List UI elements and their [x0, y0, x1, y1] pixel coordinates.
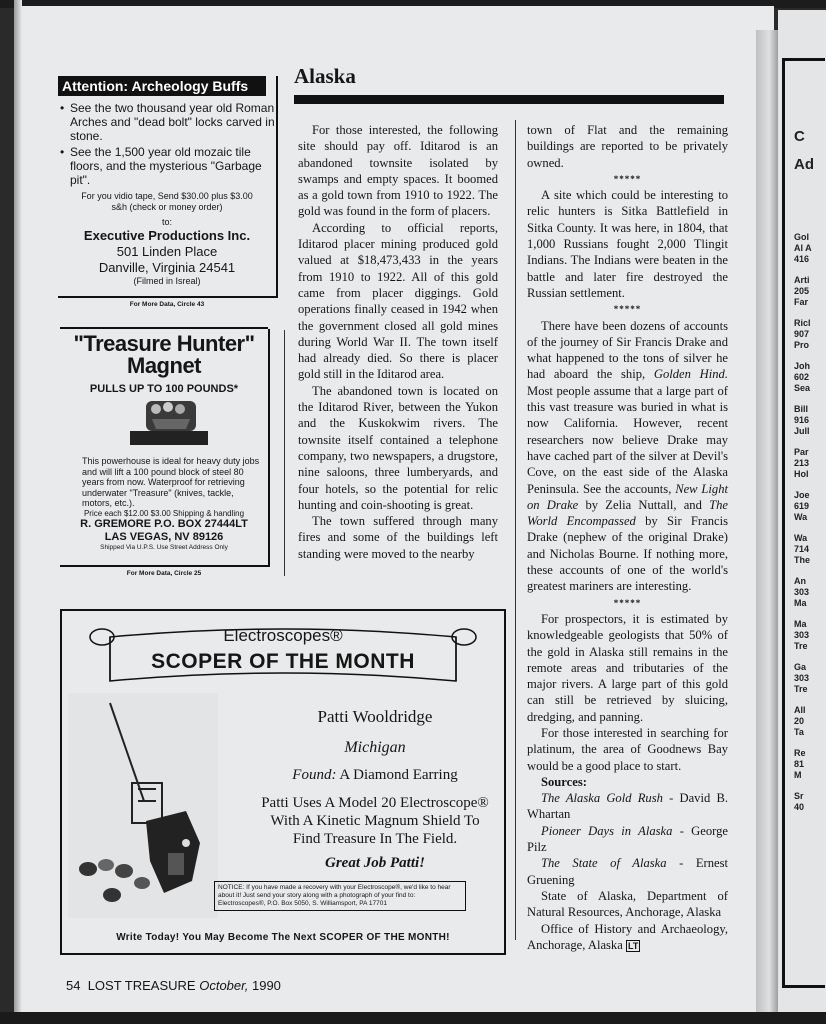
adjacent-page-fragment: 714	[794, 544, 810, 554]
article-paragraph: For those interested in searching for platinum, the area of Goodnews Bay would be a good place to start.	[527, 725, 728, 773]
winner-name: Patti Wooldridge	[317, 707, 433, 726]
notice-box: NOTICE: If you have made a recovery with your Electroscope®, we'd like to hear about it! Just send your story along with a photograph of your find to: Electroscopes®, P.O. Box 5050, S. Williamsport, PA 17701	[214, 881, 466, 911]
source-entry: The Alaska Gold Rush - David B. Whartan	[527, 791, 729, 822]
adjacent-page-fragment: All	[794, 705, 806, 715]
adjacent-page-fragment: 602	[794, 372, 810, 382]
adjacent-page-fragment: Al A	[794, 243, 812, 253]
magnet-ad-address-line-1: R. GREMORE P.O. BOX 27444LT	[80, 517, 248, 530]
article-paragraph: The abandoned town is located on the Iditarod River, between the Yukon and the Kuskokwim rivers. The townsite itself contained a telephone company, two newspapers, a drugstore, nine saloons, three lumberyards, and four hotels, so the potential for relic hunting and coin-shooting is great.	[298, 383, 498, 512]
article-title: Alaska	[294, 64, 356, 88]
metal-detector-photo	[68, 693, 218, 918]
article-column-2	[527, 122, 728, 954]
adjacent-page-fragment: 619	[794, 501, 810, 511]
archeology-ad-offer: For you vidio tape, Send $30.00 plus $3.00 s&h (check or money order)	[81, 191, 253, 212]
magnet-ad	[60, 329, 270, 567]
adjacent-page-fragment: 20	[794, 716, 805, 726]
magnet-ad-circle-note: For More Data, Circle 25	[126, 570, 202, 577]
archeology-ad-city: Danville, Virginia 24541	[98, 260, 236, 275]
archeology-ad-bullets	[58, 101, 276, 187]
magnet-ad-title: "Treasure Hunter" Magnet	[73, 331, 255, 378]
adjacent-page-fragment: M	[794, 770, 802, 780]
page-edge-shadow	[14, 0, 22, 1024]
section-break-stars: *****	[613, 173, 642, 184]
magnet-ad-subtitle: PULLS UP TO 100 POUNDS*	[89, 383, 239, 395]
model-line: Find Treasure In The Field.	[292, 831, 458, 847]
adjacent-page-fragment: 416	[794, 254, 810, 264]
adjacent-page-fragment: 40	[794, 802, 805, 812]
article-paragraph: For those interested, the following site should pay off. Iditarod is an abandoned townsite isolated by swamps and empty spaces. It boomed as a gold town from 1910 to 1922. The gold was found in the form of placers.	[298, 123, 498, 219]
adjacent-page-fragment: Ga	[794, 662, 807, 672]
adjacent-page-fragment: Far	[794, 297, 809, 307]
scan-bottom-edge	[0, 1012, 826, 1024]
adjacent-page-fragment: 205	[794, 286, 810, 296]
archeology-ad-to: to:	[161, 217, 172, 227]
adjacent-page-fragment: Ma	[794, 598, 807, 608]
source-entry: Pioneer Days in Alaska - George Pilz	[527, 823, 728, 855]
model-line: Patti Uses A Model 20 Electroscope®	[261, 795, 489, 811]
praise-line: Great Job Patti!	[325, 855, 425, 871]
adjacent-page-fragment: 303	[794, 587, 810, 597]
adjacent-page-fragment: Joe	[794, 490, 810, 500]
winner-state: Michigan	[344, 739, 406, 756]
adjacent-page-fragment: Pro	[794, 340, 810, 350]
adjacent-page-fragment: Re	[794, 748, 806, 758]
archeology-ad-street: 501 Linden Place	[116, 244, 218, 259]
article-paragraph: town of Flat and the remaining buildings are reported to be privately owned.	[527, 123, 728, 170]
adjacent-page-fragment: Arti	[794, 275, 810, 285]
column-divider	[515, 120, 516, 940]
end-mark: LT	[627, 940, 639, 951]
archeology-ad-heading: Attention: Archeology Buffs	[58, 76, 266, 96]
article-column-1	[298, 122, 498, 562]
ship-name: Golden Hind.	[653, 367, 728, 382]
archeology-ad-company: Executive Productions Inc.	[83, 228, 251, 243]
column-divider	[284, 330, 285, 576]
archeology-ad	[58, 76, 278, 298]
adjacent-page-frame	[782, 58, 825, 988]
adjacent-page-fragment: Ma	[794, 619, 807, 629]
adjacent-page-fragment: Jull	[794, 426, 810, 436]
article-paragraph: A site which could be interesting to relic hunters is Sitka Battlefield in Sitka County. It was here, in 1804, that 1,000 Russians fought 2,000 Tlingit Indians. The Indians were beaten in the battle and later fire destroyed the Russian settlement.	[527, 188, 728, 300]
book-title: New Light on Drake	[527, 481, 728, 512]
adjacent-page-fragment: Par	[794, 447, 809, 457]
article-paragraph: For prospectors, it is estimated by knowledgeable geologists that 50% of the gold in Alaska still remains in the remote areas and tributaries of the major rivers. A large part of this gold can still be retrieved by sluicing, dredging, and panning.	[527, 611, 728, 724]
list-item: • See the 1,500 year old mozaic tile floors, and the mysterious "Garbage pit".	[70, 145, 276, 187]
banner-brand: Electroscopes®	[223, 626, 343, 645]
adjacent-page-fragment: C	[794, 128, 805, 145]
article-paragraph-drake: There have been dozens of accounts of the journey of Sir Francis Drake and what happened to the tons of silver he had aboard the ship, Golden Hind. Most people assume that a large part of this vast treasure was buried in what is now California. However, recent researchers now believe Drake may have cached part of the silver at Devil's Cove, on the east side of the Alaska Peninsula. See the accounts, New Light on Drake by Zelia Nuttall, and The World Encompassed by Sir Francis Drake (nephew of the original Drake) and Nicholas Bourne. If nothing more, these accounts of one of the world's greatest mariners are interesting.	[527, 318, 728, 594]
article-paragraph: According to official reports, Iditarod placer mining produced gold valued at $18,473,433 in the years from 1910 to 1922. All of this gold came from placer diggings. Gold operations finally ceased in 1942 when the government closed all gold mines during World War II. The town itself had already died. So there is placer gold still in the Iditarod area.	[298, 220, 498, 382]
found-label: Found:	[292, 767, 337, 783]
magnet-illustration	[60, 395, 268, 451]
adjacent-page-fragment: 907	[794, 329, 810, 339]
adjacent-page-fragment: Sea	[794, 383, 811, 393]
magnet-ad-shipping: Shipped Via U.P.S. Use Street Address Only	[100, 543, 228, 551]
adjacent-page-fragment: Tre	[794, 684, 808, 694]
magazine-name: LOST TREASURE	[87, 978, 196, 993]
page-number: 54	[66, 978, 81, 993]
adjacent-page-fragment: Wa	[794, 512, 808, 522]
book-title: The World Encompassed	[527, 497, 728, 529]
adjacent-page-strip	[778, 10, 826, 1020]
found-item: A Diamond Earring	[339, 767, 458, 783]
archeology-ad-circle-note: For More Data, Circle 43	[129, 301, 205, 308]
article-paragraph: The town suffered through many fires and some of the buildings left standing were moved to the nearby	[298, 514, 498, 561]
adjacent-page-fragment: Joh	[794, 361, 811, 371]
adjacent-page-fragment: 303	[794, 630, 810, 640]
magazine-spine	[756, 30, 778, 1020]
page-footer	[66, 978, 281, 993]
article-title-rule	[294, 95, 724, 104]
adjacent-page-fragment: 303	[794, 673, 810, 683]
call-to-action: Write Today! You May Become The Next SCOPER OF THE MONTH!	[116, 932, 450, 943]
section-break-stars: *****	[613, 597, 642, 608]
adjacent-page-fragment: Ricl	[794, 318, 811, 328]
adjacent-page-fragment: Ad	[794, 156, 814, 173]
adjacent-page-fragment: 916	[794, 415, 810, 425]
sources-heading: Sources:	[541, 774, 587, 789]
adjacent-page-fragment: An	[794, 576, 806, 586]
model-line: With A Kinetic Magnum Shield To	[270, 813, 480, 829]
adjacent-page-fragment: Hol	[794, 469, 809, 479]
source-entry: The State of Alaska - Ernest Gruening	[527, 856, 728, 887]
scroll-banner	[88, 623, 478, 689]
banner-headline: SCOPER OF THE MONTH	[151, 650, 415, 673]
magnet-ad-price: Price each $12.00 $3.00 Shipping & handling	[83, 508, 245, 518]
issue-month: October,	[199, 978, 249, 993]
scoper-of-the-month-ad	[60, 609, 506, 955]
adjacent-page-fragment: Gol	[794, 232, 809, 242]
adjacent-page-fragment: Ta	[794, 727, 804, 737]
adjacent-page-fragment: 81	[794, 759, 805, 769]
magnet-ad-address-line-2: LAS VEGAS, NV 89126	[104, 530, 224, 543]
adjacent-page-fragment: Bill	[794, 404, 809, 414]
issue-year: 1990	[251, 978, 281, 993]
adjacent-page-fragment: Sr	[794, 791, 804, 801]
list-item: • See the two thousand year old Roman Arches and "dead bolt" locks carved in stone.	[70, 101, 276, 143]
adjacent-page-fragment: 213	[794, 458, 810, 468]
magnet-ad-body: This powerhouse is ideal for heavy duty jobs and will lift a 100 pound block of steel 80 years from now. Waterproof for retrieving underwater "Treasure" (knives, tackle, motors, etc.).	[82, 456, 260, 508]
section-break-stars: *****	[613, 304, 642, 315]
adjacent-page-fragment: The	[794, 555, 811, 565]
adjacent-page-fragment: Tre	[794, 641, 808, 651]
source-entry: State of Alaska, Department of Natural Resources, Anchorage, Alaska	[527, 888, 728, 920]
adjacent-page-fragment: Wa	[794, 533, 808, 543]
source-entry: Office of History and Archaeology, Anchorage, Alaska LT	[527, 921, 728, 952]
winner-found	[240, 767, 510, 784]
archeology-ad-filmed: (Filmed in Isreal)	[133, 276, 201, 286]
